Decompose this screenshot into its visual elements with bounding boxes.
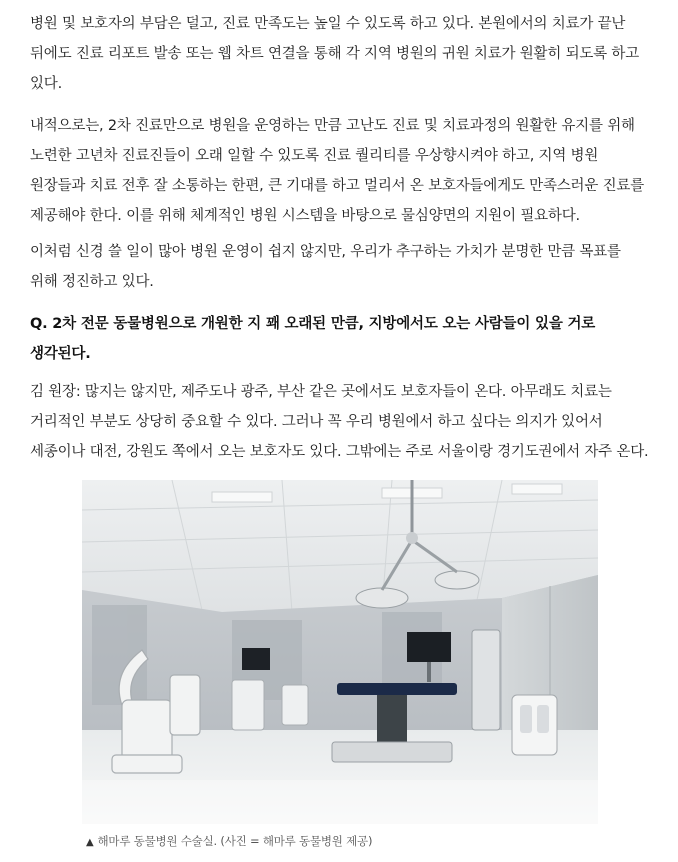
caption-marker-icon: ▲ bbox=[86, 837, 94, 848]
article-paragraph: 내적으로는, 2차 진료만으로 병원을 운영하는 만큼 고난도 진료 및 치료과정의 원활한 유지를 위해 노련한 고년차 진료진들이 오래 일할 수 있도록 진료 퀄리티를 우상향시켜야 하고, 지역 병원 원장들과 치료 전후 잘 소통하는 한편, 큰 기대를 하고 멀리서 온 보호자들에게도 만족스러운 진료를 제공해야 한다. 이를 위해 체계적인 병원 시스템을 바탕으로 물심양면의 지원이 필요하다. bbox=[30, 118, 645, 224]
caption-text: 해마루 동물병원 수술실. (사진 = 해마루 동물병원 제공) bbox=[97, 834, 373, 848]
interview-question: Q. 2차 전문 동물병원으로 개원한 지 꽤 오래된 만큼, 지방에서도 오는 사람들이 있을 거로 생각된다. bbox=[30, 316, 596, 362]
photo-caption bbox=[86, 833, 372, 849]
operating-room-photo bbox=[82, 480, 598, 824]
interview-answer: 김 원장: 많지는 않지만, 제주도나 광주, 부산 같은 곳에서도 보호자들이 온다. 아무래도 치료는 거리적인 부분도 상당히 중요할 수 있다. 그러나 꼭 우리 병원에서 하고 싶다는 의지가 있어서 세종이나 대전, 강원도 쪽에서 오는 보호자도 있다. 그밖에는 주로 서울이랑 경기도권에서 자주 온다. bbox=[30, 384, 649, 460]
article-paragraph: 이처럼 신경 쓸 일이 많아 병원 운영이 쉽지 않지만, 우리가 추구하는 가치가 분명한 만큼 목표를 위해 정진하고 있다. bbox=[30, 244, 621, 290]
article-paragraph: 병원 및 보호자의 부담은 덜고, 진료 만족도는 높일 수 있도록 하고 있다. 본원에서의 치료가 끝난 뒤에도 진료 리포트 발송 또는 웹 차트 연결을 통해 각 지역 병원의 귀원 치료가 원활히 되도록 하고 있다. bbox=[30, 16, 640, 92]
